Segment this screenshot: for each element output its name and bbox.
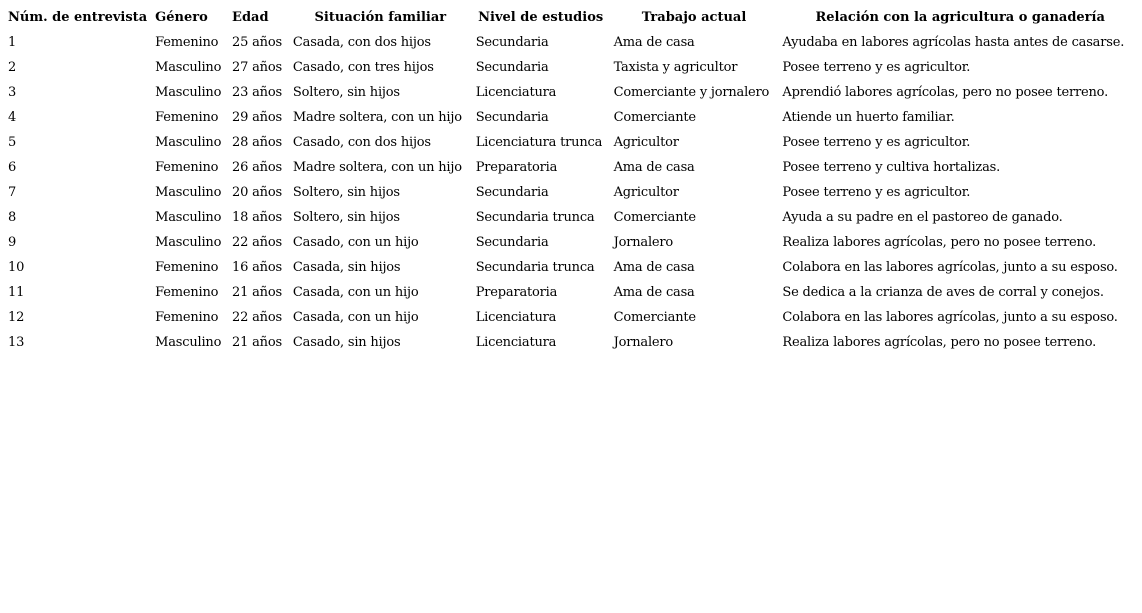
cell-family-situation: Casado, sin hijos — [292, 335, 401, 350]
cell-family-situation: Casada, sin hijos — [292, 260, 401, 275]
cell-agriculture-relation: Posee terreno y es agricultor. — [782, 60, 971, 75]
cell-gender: Femenino — [155, 285, 219, 300]
cell-age: 21 años — [232, 335, 282, 350]
cell-age: 28 años — [232, 135, 282, 150]
cell-agriculture-relation: Posee terreno y es agricultor. — [782, 185, 971, 200]
cell-interview-number: 8 — [8, 210, 17, 225]
cell-family-situation: Soltero, sin hijos — [292, 210, 400, 225]
cell-current-job: Comerciante — [613, 210, 696, 225]
cell-agriculture-relation: Colabora en las labores agrícolas, junto a su esposo. — [782, 260, 1118, 275]
header-education-level: Nivel de estudios — [478, 10, 604, 25]
table-row — [4, 30, 1142, 55]
cell-education-level: Secundaria — [475, 185, 549, 200]
cell-education-level: Secundaria — [475, 35, 549, 50]
cell-education-level: Preparatoria — [475, 285, 558, 300]
cell-family-situation: Casada, con un hijo — [292, 285, 419, 300]
cell-agriculture-relation: Se dedica a la crianza de aves de corral y conejos. — [782, 285, 1104, 300]
table-row — [4, 230, 1142, 255]
cell-family-situation: Casada, con dos hijos — [292, 35, 431, 50]
cell-family-situation: Casada, con un hijo — [292, 310, 419, 325]
cell-age: 22 años — [232, 310, 282, 325]
cell-interview-number: 1 — [8, 35, 17, 50]
cell-age: 18 años — [232, 210, 282, 225]
table-row — [4, 80, 1142, 105]
cell-education-level: Licenciatura — [475, 310, 557, 325]
cell-gender: Masculino — [155, 60, 222, 75]
interview-table — [4, 5, 1142, 355]
cell-interview-number: 3 — [8, 85, 17, 100]
header-interview-number: Núm. de entrevista — [8, 10, 148, 25]
cell-education-level: Licenciatura trunca — [475, 135, 603, 150]
table-row — [4, 155, 1142, 180]
cell-interview-number: 7 — [8, 185, 17, 200]
cell-interview-number: 5 — [8, 135, 17, 150]
cell-age: 21 años — [232, 285, 282, 300]
table-row — [4, 55, 1142, 80]
cell-current-job: Taxista y agricultor — [613, 60, 738, 75]
cell-gender: Masculino — [155, 85, 222, 100]
header-family-situation: Situación familiar — [314, 10, 447, 25]
cell-family-situation: Soltero, sin hijos — [292, 185, 400, 200]
cell-agriculture-relation: Ayudaba en labores agrícolas hasta antes de casarse. — [782, 35, 1125, 50]
cell-interview-number: 12 — [8, 310, 25, 325]
cell-education-level: Licenciatura — [475, 335, 557, 350]
table-body — [4, 30, 1142, 355]
cell-gender: Masculino — [155, 235, 222, 250]
cell-interview-number: 2 — [8, 60, 17, 75]
cell-education-level: Secundaria — [475, 60, 549, 75]
header-agriculture-relation: Relación con la agricultura o ganadería — [815, 10, 1105, 25]
header-gender: Género — [155, 10, 208, 25]
cell-family-situation: Casado, con tres hijos — [292, 60, 434, 75]
cell-gender: Masculino — [155, 335, 222, 350]
cell-family-situation: Casado, con un hijo — [292, 235, 419, 250]
header-row — [4, 5, 1142, 30]
cell-current-job: Ama de casa — [613, 260, 695, 275]
cell-current-job: Comerciante y jornalero — [613, 85, 770, 100]
cell-gender: Masculino — [155, 135, 222, 150]
table-row — [4, 255, 1142, 280]
cell-agriculture-relation: Atiende un huerto familiar. — [782, 110, 955, 125]
cell-gender: Femenino — [155, 35, 219, 50]
cell-age: 23 años — [232, 85, 282, 100]
cell-agriculture-relation: Ayuda a su padre en el pastoreo de ganado. — [782, 210, 1063, 225]
cell-interview-number: 9 — [8, 235, 17, 250]
cell-family-situation: Soltero, sin hijos — [292, 85, 400, 100]
cell-age: 16 años — [232, 260, 282, 275]
cell-family-situation: Casado, con dos hijos — [292, 135, 431, 150]
cell-family-situation: Madre soltera, con un hijo — [292, 110, 462, 125]
cell-agriculture-relation: Posee terreno y cultiva hortalizas. — [782, 160, 1001, 175]
table-row — [4, 180, 1142, 205]
cell-current-job: Ama de casa — [613, 285, 695, 300]
cell-education-level: Licenciatura — [475, 85, 557, 100]
cell-current-job: Jornalero — [613, 235, 674, 250]
cell-gender: Femenino — [155, 160, 219, 175]
cell-agriculture-relation: Realiza labores agrícolas, pero no posee terreno. — [782, 235, 1097, 250]
cell-interview-number: 6 — [8, 160, 17, 175]
cell-gender: Masculino — [155, 185, 222, 200]
table-row — [4, 330, 1142, 355]
cell-education-level: Secundaria — [475, 110, 549, 125]
cell-education-level: Secundaria trunca — [475, 210, 595, 225]
header-current-job: Trabajo actual — [641, 10, 747, 25]
cell-age: 25 años — [232, 35, 282, 50]
cell-current-job: Comerciante — [613, 110, 696, 125]
cell-interview-number: 11 — [8, 285, 25, 300]
cell-interview-number: 4 — [8, 110, 17, 125]
cell-age: 29 años — [232, 110, 282, 125]
cell-interview-number: 13 — [8, 335, 25, 350]
cell-agriculture-relation: Posee terreno y es agricultor. — [782, 135, 971, 150]
header-age: Edad — [232, 10, 269, 25]
table-row — [4, 130, 1142, 155]
cell-education-level: Secundaria — [475, 235, 549, 250]
table-row — [4, 105, 1142, 130]
cell-agriculture-relation: Colabora en las labores agrícolas, junto a su esposo. — [782, 310, 1118, 325]
cell-current-job: Jornalero — [613, 335, 674, 350]
cell-current-job: Ama de casa — [613, 35, 695, 50]
cell-interview-number: 10 — [8, 260, 25, 275]
cell-current-job: Agricultor — [613, 185, 679, 200]
cell-current-job: Comerciante — [613, 310, 696, 325]
table-row — [4, 305, 1142, 330]
cell-family-situation: Madre soltera, con un hijo — [292, 160, 462, 175]
cell-gender: Masculino — [155, 210, 222, 225]
cell-age: 26 años — [232, 160, 282, 175]
cell-education-level: Preparatoria — [475, 160, 558, 175]
cell-current-job: Agricultor — [613, 135, 679, 150]
cell-gender: Femenino — [155, 110, 219, 125]
cell-age: 22 años — [232, 235, 282, 250]
table-row — [4, 280, 1142, 305]
cell-gender: Femenino — [155, 260, 219, 275]
cell-agriculture-relation: Realiza labores agrícolas, pero no posee terreno. — [782, 335, 1097, 350]
cell-education-level: Secundaria trunca — [475, 260, 595, 275]
table-row — [4, 205, 1142, 230]
cell-agriculture-relation: Aprendió labores agrícolas, pero no posee terreno. — [782, 85, 1109, 100]
cell-age: 27 años — [232, 60, 282, 75]
cell-current-job: Ama de casa — [613, 160, 695, 175]
cell-gender: Femenino — [155, 310, 219, 325]
cell-age: 20 años — [232, 185, 282, 200]
